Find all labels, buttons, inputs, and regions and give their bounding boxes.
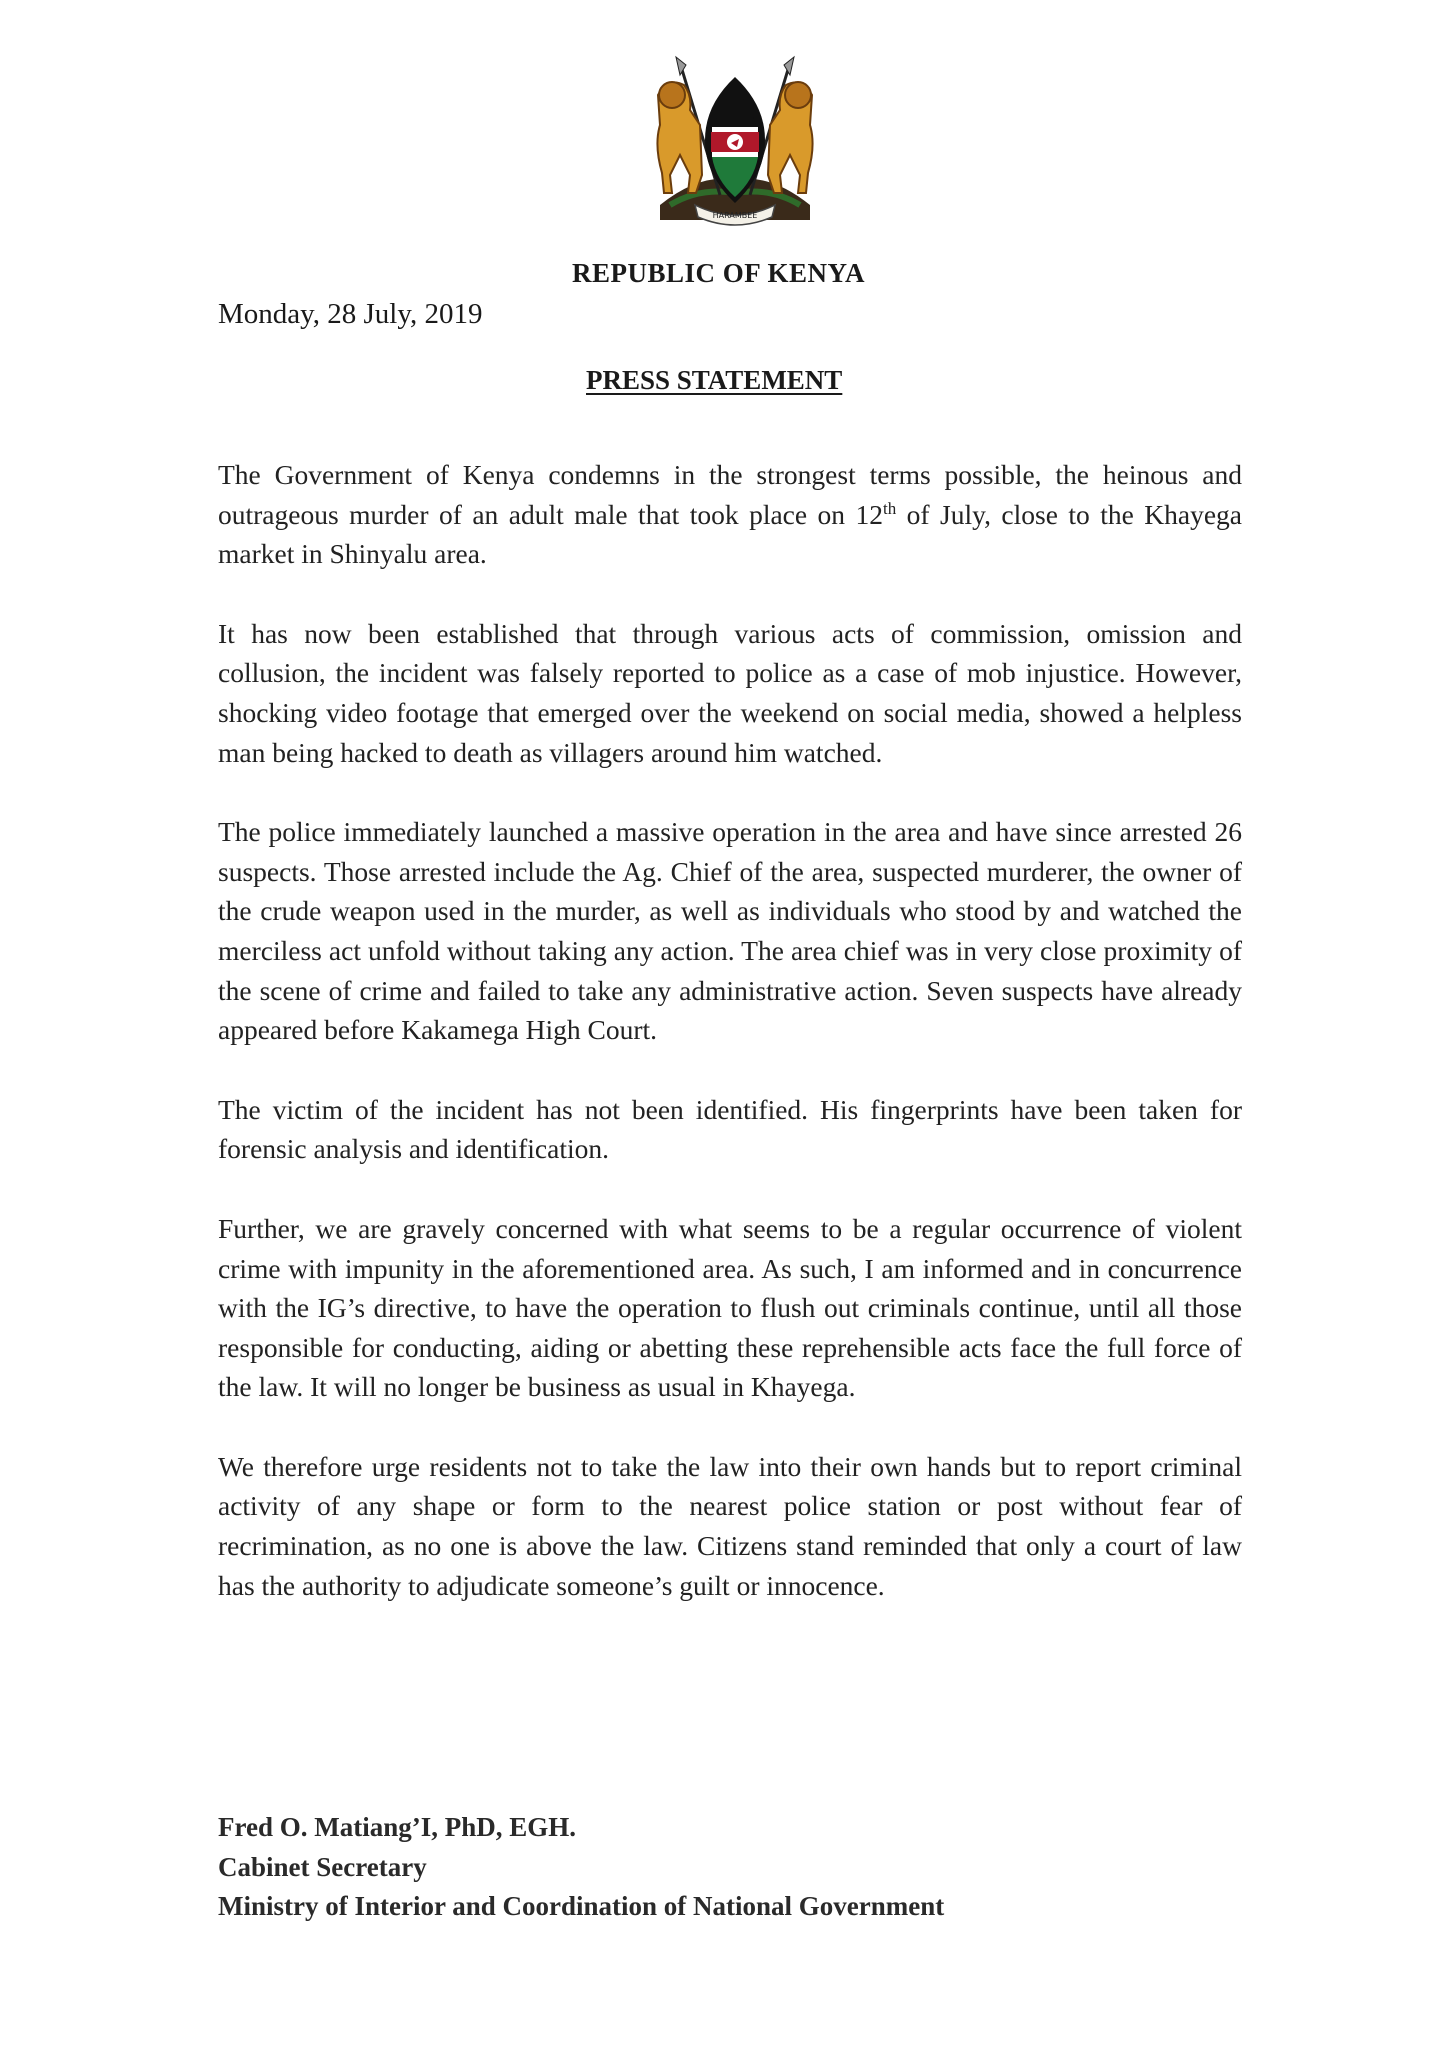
kenya-coat-of-arms-icon — [640, 55, 830, 235]
republic-heading: REPUBLIC OF KENYA — [572, 258, 866, 288]
paragraph-3: The police immediately launched a massive operation in the area and have since arrested 26 suspects. Those arrested include the Ag. Chief of the area, suspected murderer, the owner of the crude weapon used in the murder, as well as individuals who stood by and watched the merciless act unfold without taking any action. The area chief was in very close proximity of the scene of crime and failed to take any administrative action. Seven suspects have already appeared before Kakamega High Court. — [218, 816, 1242, 1046]
signatory-title: Cabinet Secretary — [218, 1851, 427, 1882]
statement-body — [218, 455, 1242, 1645]
paragraph-6: We therefore urge residents not to take the law into their own hands but to report criminal activity of any shape or form to the nearest police station or post without fear of recrimination, as no one is above the law. Citizens stand reminded that only a court of law has the authority to adjudicate someone’s guilt or innocence. — [218, 1450, 1242, 1601]
paragraph-5: Further, we are gravely concerned with what seems to be a regular occurrence of violent crime with impunity in the aforementioned area. As such, I am informed and in concurrence with the IG’s directive, to have the operation to flush out criminals continue, until all those responsible for conducting, aiding or abetting these reprehensible acts face the full force of the law. It will no longer be business as usual in Khayega. — [218, 1212, 1242, 1403]
signature-block — [218, 1808, 944, 1927]
press-statement-title: PRESS STATEMENT — [586, 365, 843, 395]
statement-date: Monday, 28 July, 2019 — [218, 298, 483, 330]
signatory-ministry: Ministry of Interior and Coordination of National Government — [218, 1891, 945, 1922]
paragraph-2: It has now been established that through various acts of commission, omission and collusion, the incident was falsely reported to police as a case of mob injustice. However, shocking video footage that emerged over the weekend on social media, showed a helpless man being hacked to death as villagers around him watched. — [218, 617, 1242, 768]
paragraph-1: The Government of Kenya condemns in the strongest terms possible, the heinous and outrageous murder of an adult male that took place on 12th of July, close to the Khayega market in Shinyalu area. — [218, 459, 1242, 570]
paragraph-4: The victim of the incident has not been identified. His fingerprints have been taken for forensic analysis and identification. — [218, 1093, 1242, 1165]
signatory-name: Fred O. Matiang’I, PhD, EGH. — [218, 1812, 577, 1842]
emblem-motto: HARAMBEE — [712, 211, 758, 220]
